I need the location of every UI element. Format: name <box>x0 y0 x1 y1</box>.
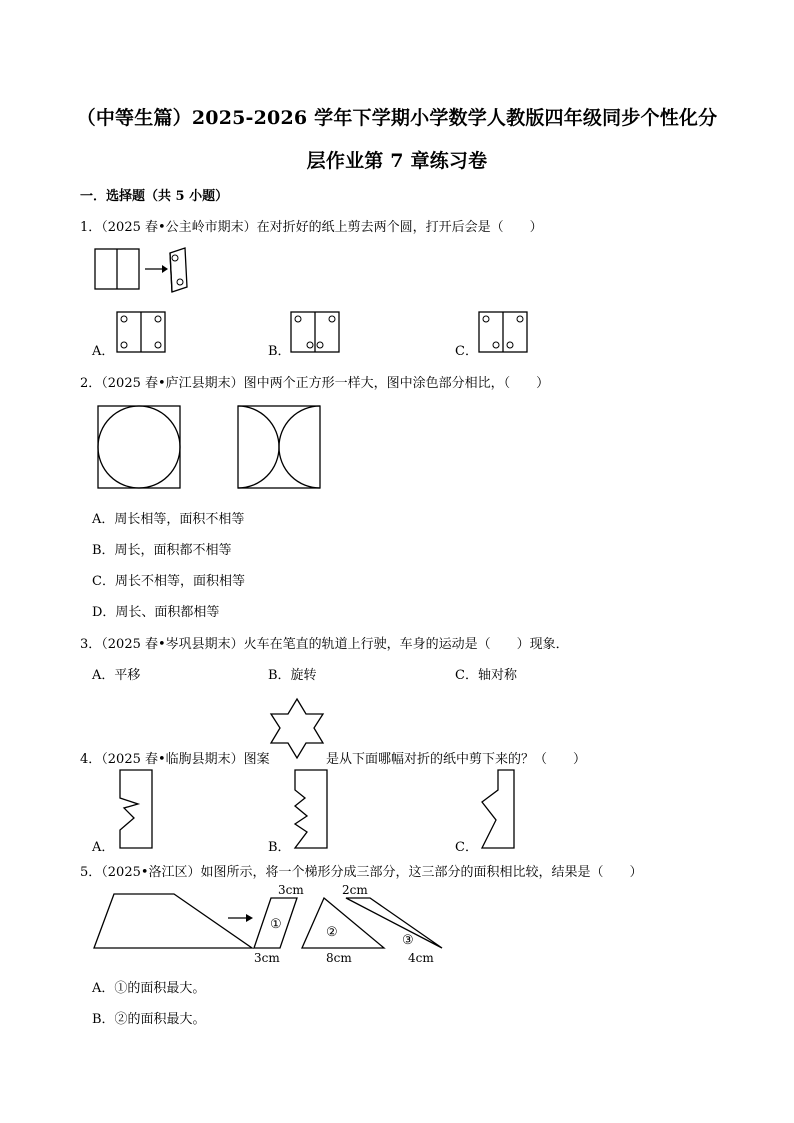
q4-option-c-label[interactable]: C． <box>455 840 478 855</box>
section-heading: 一．选择题（共 5 小题） <box>80 189 229 204</box>
q4-star-pattern <box>268 697 328 761</box>
q4-option-b-label[interactable]: B． <box>268 840 291 855</box>
page-title-line1: （中等生篇）2025-2026 学年下学期小学数学人教版四年级同步个性化分 <box>76 107 718 129</box>
q2-option-c[interactable]: C．周长不相等，面积相等 <box>92 574 245 589</box>
q1-option-b-label[interactable]: B． <box>268 344 291 359</box>
q4-option-b-figure[interactable] <box>287 768 331 852</box>
q3-option-a[interactable]: A．平移 <box>92 668 141 683</box>
q1-option-a-label[interactable]: A． <box>92 344 115 359</box>
q4-option-a-label[interactable]: A． <box>92 840 115 855</box>
q5-label-bottom-4cm: 4cm <box>408 951 434 965</box>
q5-part-2-label: ② <box>326 925 338 940</box>
q2-option-b[interactable]: B．周长，面积都不相等 <box>92 543 232 558</box>
q5-part-1-label: ① <box>270 917 282 932</box>
q5-label-bottom-3cm: 3cm <box>254 951 280 965</box>
q4-option-c-figure[interactable] <box>476 768 520 852</box>
q5-trapezoid-figure <box>90 883 450 968</box>
q5-label-bottom-8cm: 8cm <box>326 951 352 965</box>
q3-option-c[interactable]: C．轴对称 <box>455 668 517 683</box>
q1-option-c-label[interactable]: C． <box>455 344 478 359</box>
q2-option-a[interactable]: A．周长相等，面积不相等 <box>92 512 245 527</box>
q4-stem-end: 是从下面哪幅对折的纸中剪下来的？（ ） <box>326 752 587 767</box>
q5-part-3-label: ③ <box>402 933 414 948</box>
q1-option-a-figure[interactable] <box>114 309 170 355</box>
q4-option-a-figure[interactable] <box>112 768 156 852</box>
q5-label-top-2cm: 2cm <box>342 883 368 897</box>
q1-option-c-figure[interactable] <box>476 309 532 355</box>
page-title-line2: 层作业第 7 章练习卷 <box>306 150 488 172</box>
q5-stem: 5．（2025•洛江区）如图所示，将一个梯形分成三部分，这三部分的面积相比较，结果是（ ） <box>80 865 643 880</box>
q1-fold-figure <box>90 244 200 294</box>
q2-stem: 2．（2025 春•庐江县期末）图中两个正方形一样大，图中涂色部分相比，（ ） <box>80 376 550 391</box>
q3-option-b[interactable]: B．旋转 <box>268 668 317 683</box>
q3-stem: 3．（2025 春•岑巩县期末）火车在笔直的轨道上行驶，车身的运动是（ ）现象． <box>80 637 569 652</box>
q2-figure-right-square <box>236 404 324 492</box>
q4-stem-start: 4．（2025 春•临朐县期末）图案 <box>80 752 270 767</box>
q1-stem: 1．（2025 春•公主岭市期末）在对折好的纸上剪去两个圆，打开后会是（ ） <box>80 220 543 235</box>
q2-figure-left-square <box>96 404 184 492</box>
q1-option-b-figure[interactable] <box>288 309 344 355</box>
q5-option-a[interactable]: A．①的面积最大。 <box>92 981 206 996</box>
q2-option-d[interactable]: D．周长、面积都相等 <box>92 605 220 620</box>
q5-option-b[interactable]: B．②的面积最大。 <box>92 1012 206 1027</box>
q5-label-top-3cm: 3cm <box>278 883 304 897</box>
